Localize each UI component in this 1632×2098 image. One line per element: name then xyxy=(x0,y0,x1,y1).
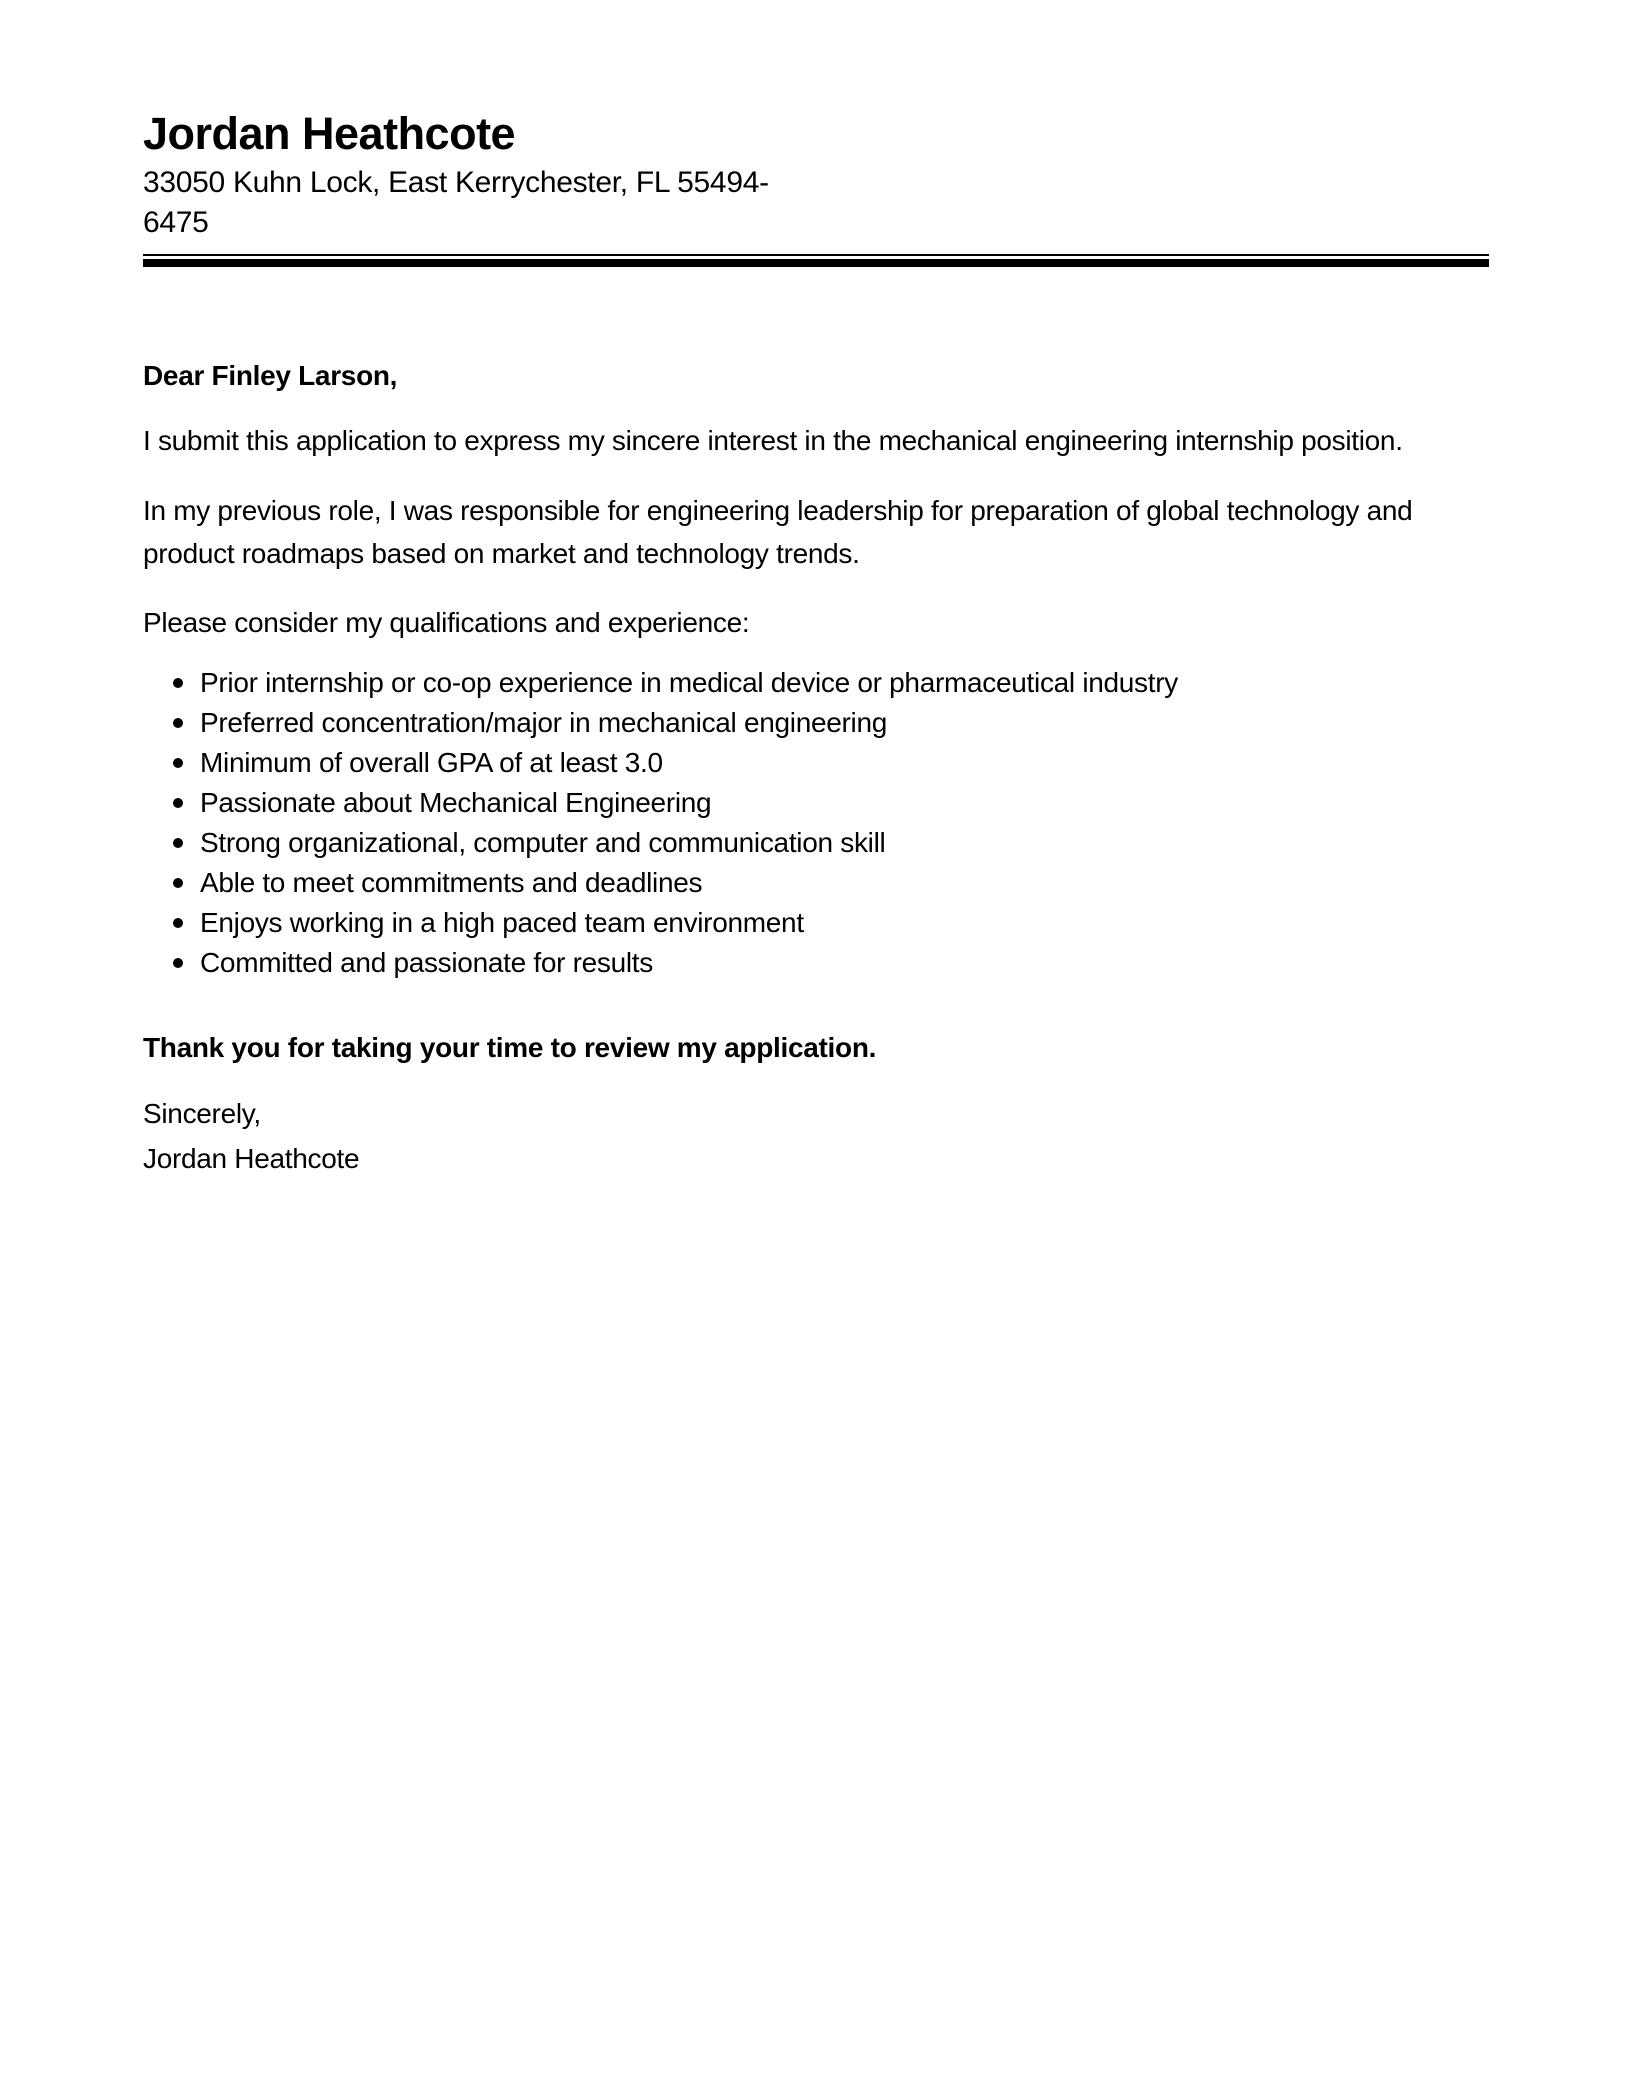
bullet-icon xyxy=(173,758,183,768)
qualification-item xyxy=(143,823,1489,863)
bullet-icon xyxy=(173,798,183,808)
qualification-item-text: Preferred concentration/major in mechanical engineering xyxy=(200,707,888,738)
header-rule-divider xyxy=(143,254,1489,267)
sender-address-line-1: 33050 Kuhn Lock, East Kerrychester, FL 55494- xyxy=(143,166,769,199)
qualifications-lead: Please consider my qualifications and experience: xyxy=(143,607,750,638)
bullet-icon xyxy=(173,918,183,928)
qualification-item-text: Minimum of overall GPA of at least 3.0 xyxy=(200,747,663,778)
bullet-icon xyxy=(173,958,183,968)
qualification-item xyxy=(143,663,1489,703)
qualification-item-text: Enjoys working in a high paced team environment xyxy=(200,907,804,938)
paragraph-previous-role-line: product roadmaps based on market and technology trends. xyxy=(143,538,860,569)
letter-content xyxy=(143,108,1489,1181)
qualification-item xyxy=(143,903,1489,943)
qualification-item-text: Strong organizational, computer and communication skill xyxy=(200,827,886,858)
sender-address-line-2: 6475 xyxy=(143,206,209,239)
salutation: Dear Finley Larson, xyxy=(143,360,398,391)
signature-name: Jordan Heathcote xyxy=(143,1143,360,1174)
bullet-icon xyxy=(173,718,183,728)
qualification-item xyxy=(143,743,1489,783)
paragraph-previous-role-line: In my previous role, I was responsible for engineering leadership for preparation of global technology and xyxy=(143,495,1413,526)
qualification-item-text: Passionate about Mechanical Engineering xyxy=(200,787,712,818)
qualification-item xyxy=(143,783,1489,823)
qualification-item xyxy=(143,703,1489,743)
qualification-item-text: Prior internship or co-op experience in medical device or pharmaceutical industry xyxy=(200,667,1178,698)
bullet-icon xyxy=(173,678,183,688)
bullet-icon xyxy=(173,838,183,848)
valediction: Sincerely, xyxy=(143,1098,261,1129)
qualification-item xyxy=(143,863,1489,903)
signoff-block xyxy=(143,1091,1489,1181)
qualification-item-text: Able to meet commitments and deadlines xyxy=(200,867,703,898)
qualification-item xyxy=(143,943,1489,983)
qualification-item-text: Committed and passionate for results xyxy=(200,947,653,978)
paragraph-intro-line: I submit this application to express my sincere interest in the mechanical engineering internship position. xyxy=(143,425,1403,456)
sender-name: Jordan Heathcote xyxy=(143,108,516,159)
closing-note: Thank you for taking your time to review my application. xyxy=(143,1032,877,1063)
paragraph-intro xyxy=(143,419,1489,462)
qualifications-list xyxy=(143,663,1489,983)
paragraph-previous-role xyxy=(143,489,1489,575)
sender-address xyxy=(143,163,1489,243)
bullet-icon xyxy=(173,878,183,888)
